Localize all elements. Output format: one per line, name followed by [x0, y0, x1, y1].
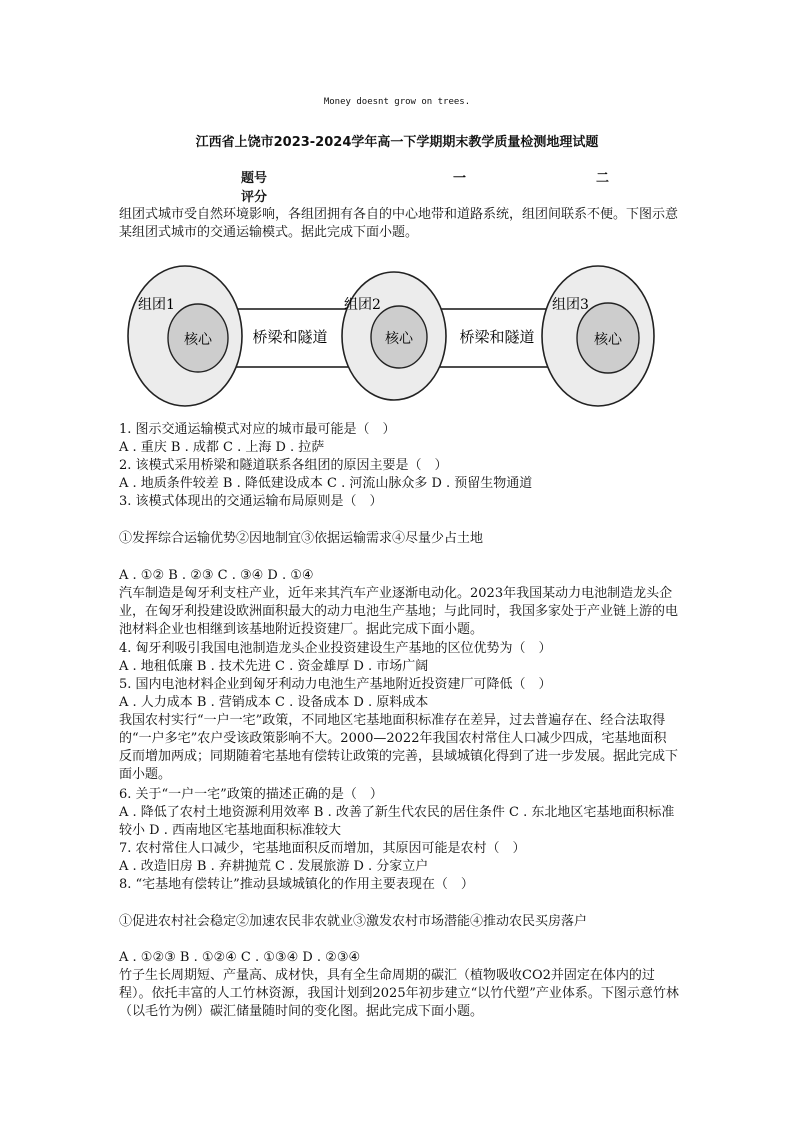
core-1-label: 核心 [184, 332, 212, 348]
question-8-options: A . ①②③ B . ①②④ C . ①③④ D . ②③④ [119, 950, 361, 965]
page-title: 江西省上饶市2023-2024学年高一下学期期末教学质量检测地理试题 [195, 135, 599, 150]
score-table-label-number: 题号 [241, 171, 268, 186]
core-3-label: 核心 [594, 332, 622, 348]
score-table-col-1: 一 [453, 171, 467, 186]
group-3-label: 组团3 [552, 297, 589, 313]
bridge-label-1: 桥梁和隧道 [252, 328, 328, 346]
question-7: 7. 农村常住人口减少，宅基地面积反而增加，其原因可能是农村（ ） [119, 841, 526, 856]
passage-4: 竹子生长周期短、产量高、成材快，具有全生命周期的碳汇（植物吸收CO2并固定在体内的过程）。依托丰富的人工竹林资源，我国计划到2025年初步建立“以竹代塑”产业体系。下图示意竹林（以毛竹为例）碳汇储量随时间的变化图。据此完成下面小题。 [119, 968, 679, 1019]
question-3: 3. 该模式体现出的交通运输布局原则是（ ） [119, 494, 383, 509]
question-4-options: A . 地租低廉 B . 技术先进 C . 资金雄厚 D . 市场广阔 [119, 659, 429, 674]
passage-1: 组团式城市受自然环境影响，各组团拥有各自的中心地带和道路系统，组团间联系不便。下图示意某组团式城市的交通运输模式。据此完成下面小题。 [119, 207, 679, 240]
core-2-label: 核心 [385, 331, 413, 347]
passage-3: 我国农村实行“一户一宅”政策，不同地区宅基地面积标准存在差异，过去普遍存在、经合法取得的“一户多宅”农户受该政策影响不大。2000—2022年我国农村常住人口减少四成，宅基地面积反而增加两成；同期随着宅基地有偿转让政策的完善，县域城镇化得到了进一步发展。据此完成下面小题。 [119, 713, 679, 782]
header-note: Money doesnt grow on trees. [323, 97, 471, 107]
question-1-options: A . 重庆 B . 成都 C . 上海 D . 拉萨 [119, 440, 325, 455]
city-cluster-diagram [118, 262, 663, 412]
question-8-statements: ①促进农村社会稳定②加速农民非农就业③激发农村市场潜能④推动农民买房落户 [119, 914, 588, 929]
score-table-col-2: 二 [596, 171, 610, 186]
question-6-options: A . 降低了农村土地资源利用效率 B . 改善了新生代农民的居住条件 C . 东北地区宅基地面积标准较小 D . 西南地区宅基地面积标准较大 [119, 805, 675, 838]
score-table-label-score: 评分 [241, 190, 268, 205]
question-3-statements: ①发挥综合运输优势②因地制宜③依据运输需求④尽量少占土地 [119, 531, 484, 546]
group-2-label: 组团2 [344, 297, 381, 313]
question-1: 1. 图示交通运输模式对应的城市最可能是（ ） [119, 422, 396, 437]
question-5-options: A . 人力成本 B . 营销成本 C . 设备成本 D . 原料成本 [119, 695, 429, 710]
question-8: 8. “宅基地有偿转让”推动县域城镇化的作用主要表现在（ ） [119, 877, 474, 892]
question-5: 5. 国内电池材料企业到匈牙利动力电池生产基地附近投资建厂可降低（ ） [119, 677, 552, 692]
bridge-label-2: 桥梁和隧道 [459, 328, 535, 346]
question-6: 6. 关于“一户一宅”政策的描述正确的是（ ） [119, 787, 383, 802]
question-7-options: A . 改造旧房 B . 弃耕抛荒 C . 发展旅游 D . 分家立户 [119, 859, 429, 874]
passage-2: 汽车制造是匈牙利支柱产业，近年来其汽车产业逐渐电动化。2023年我国某动力电池制造龙头企业，在匈牙利投建设欧洲面积最大的动力电池生产基地；与此同时，我国多家处于产业链上游的电池材料企业也相继到该基地附近投资建厂。据此完成下面小题。 [119, 586, 679, 637]
question-2: 2. 该模式采用桥梁和隧道联系各组团的原因主要是（ ） [119, 458, 448, 473]
question-2-options: A . 地质条件较差 B . 降低建设成本 C . 河流山脉众多 D . 预留生物通道 [119, 476, 533, 491]
question-3-options: A . ①② B . ②③ C . ③④ D . ①④ [119, 568, 314, 583]
group-1-label: 组团1 [138, 297, 175, 313]
question-4: 4. 匈牙利吸引我国电池制造龙头企业投资建设生产基地的区位优势为（ ） [119, 641, 552, 656]
